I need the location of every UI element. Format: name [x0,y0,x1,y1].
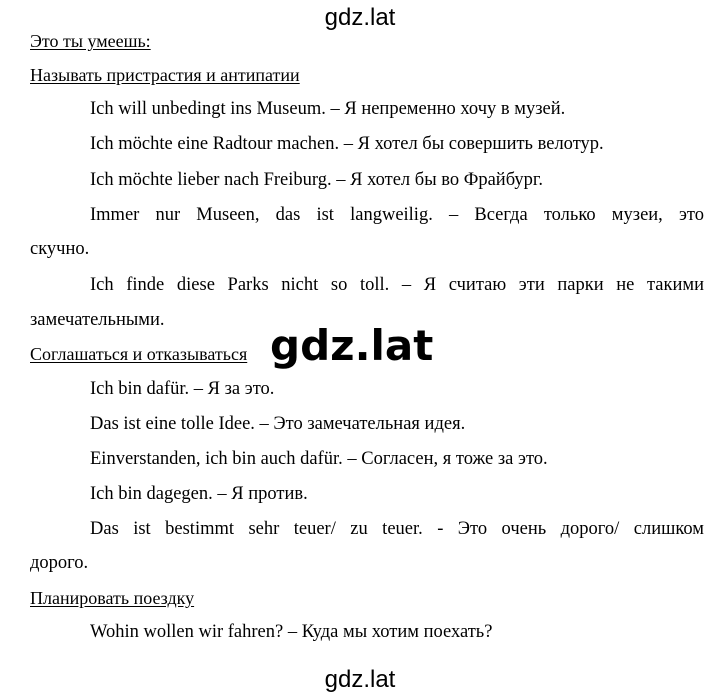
intro-heading: Это ты умеешь: [30,31,151,51]
agree-line: Ich bin dagegen. – Я против. [90,484,308,504]
agree-line: Das ist bestimmt sehr teuer/ zu teuer. - Это очень дорого/ слишком [90,519,704,539]
preferences-line: Ich möchte lieber nach Freiburg. – Я хотел бы во Фрайбург. [90,170,544,190]
agree-heading: Соглашаться и отказываться [30,344,248,364]
preferences-line: Ich möchte eine Radtour machen. – Я хотел бы совершить велотур. [90,134,604,154]
watermark-middle: gdz.lat [270,321,434,370]
watermark-top: gdz.lat [324,4,396,31]
trip-heading: Планировать поездку [30,588,195,608]
watermark-bottom: gdz.lat [324,666,396,693]
preferences-line: Ich finde diese Parks nicht so toll. – Я считаю эти парки не такими [90,275,704,295]
trip-line: Wohin wollen wir fahren? – Куда мы хотим поехать? [90,622,493,642]
preferences-line: скучно. [30,239,90,259]
preferences-line: Immer nur Museen, das ist langweilig. – Всегда только музеи, это [90,205,704,225]
agree-line: Ich bin dafür. – Я за это. [90,379,275,399]
agree-line: Einverstanden, ich bin auch dafür. – Согласен, я тоже за это. [90,449,548,469]
preferences-line: Ich will unbedingt ins Museum. – Я непременно хочу в музей. [90,99,566,119]
preferences-line: замечательными. [30,310,165,330]
preferences-heading: Называть пристрастия и антипатии [30,65,300,85]
agree-line: Das ist eine tolle Idee. – Это замечательная идея. [90,414,466,434]
agree-line: дорого. [30,553,89,573]
